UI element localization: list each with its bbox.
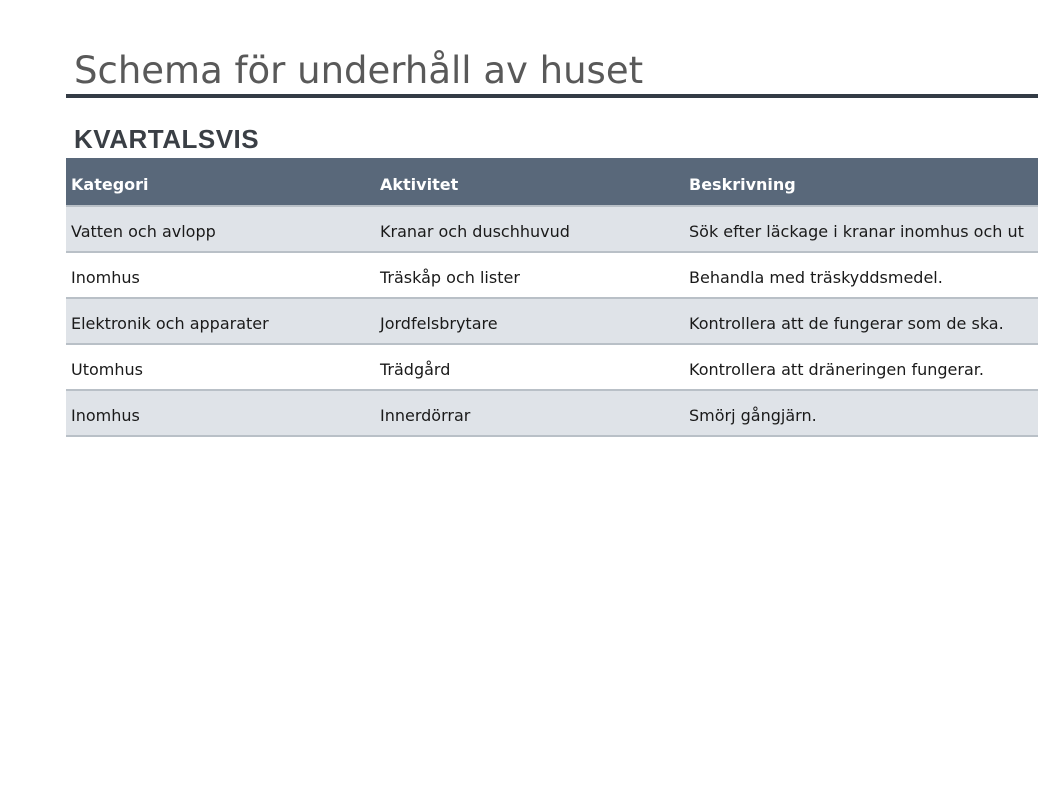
column-header-kategori: Kategori <box>71 175 149 194</box>
title-divider <box>66 94 1038 98</box>
cell-aktivitet: Innerdörrar <box>380 405 471 425</box>
cell-aktivitet: Jordfelsbrytare <box>380 313 498 333</box>
table-header-row <box>66 158 1038 206</box>
cell-beskrivning: Sök efter läckage i kranar inomhus och ut <box>689 221 1024 241</box>
cell-aktivitet: Trädgård <box>380 359 451 379</box>
cell-kategori: Inomhus <box>71 267 140 287</box>
cell-kategori: Inomhus <box>71 405 140 425</box>
column-header-beskrivning: Beskrivning <box>689 175 796 194</box>
cell-beskrivning: Smörj gångjärn. <box>689 405 817 425</box>
cell-kategori: Vatten och avlopp <box>71 221 216 241</box>
cell-beskrivning: Kontrollera att de fungerar som de ska. <box>689 313 1004 333</box>
table-row <box>66 344 1038 390</box>
page-title: Schema för underhåll av huset <box>74 49 644 92</box>
table-row <box>66 206 1038 252</box>
column-header-aktivitet: Aktivitet <box>380 175 459 194</box>
cell-aktivitet: Kranar och duschhuvud <box>380 221 570 241</box>
cell-beskrivning: Kontrollera att dräneringen fungerar. <box>689 359 984 379</box>
cell-kategori: Elektronik och apparater <box>71 313 269 333</box>
table-row <box>66 390 1038 436</box>
table-row <box>66 298 1038 344</box>
cell-aktivitet: Träskåp och lister <box>380 267 520 287</box>
maintenance-table <box>66 158 1038 437</box>
cell-kategori: Utomhus <box>71 359 143 379</box>
cell-beskrivning: Behandla med träskyddsmedel. <box>689 267 943 287</box>
section-heading: KVARTALSVIS <box>74 124 260 154</box>
table-row <box>66 252 1038 298</box>
